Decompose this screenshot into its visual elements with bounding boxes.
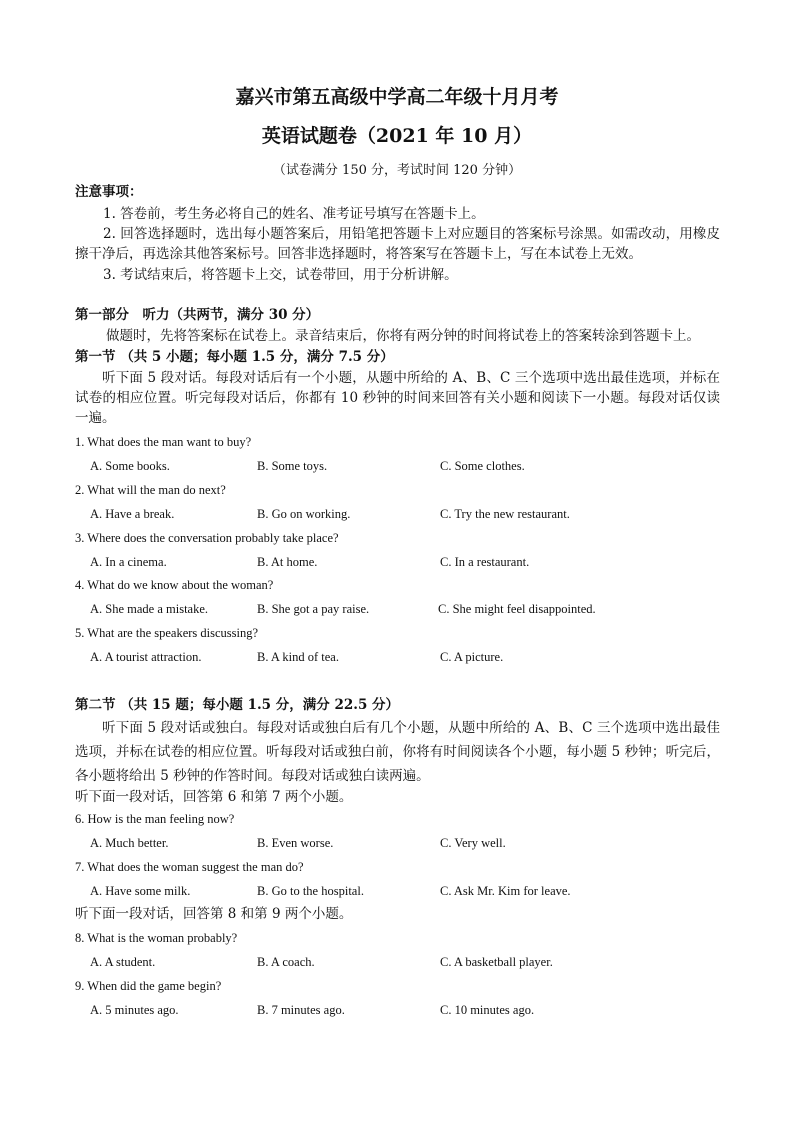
question-3-option-b: B. At home. <box>257 555 318 569</box>
question-6: 6. How is the man feeling now? <box>75 812 235 826</box>
question-2-option-c: C. Try the new restaurant. <box>440 507 570 521</box>
exam-score-time: （试卷满分 150 分，考试时间 120 分钟） <box>272 163 522 178</box>
question-8-option-c: C. A basketball player. <box>440 955 553 969</box>
dialog-intro-6-7: 听下面一段对话，回答第 6 和第 7 两个小题。 <box>75 789 353 805</box>
question-1-option-c: C. Some clothes. <box>440 459 525 473</box>
question-1: 1. What does the man want to buy? <box>75 435 252 449</box>
question-4-option-b: B. She got a pay raise. <box>257 602 370 616</box>
notice-heading: 注意事项： <box>75 184 143 200</box>
notice-item-2: 2. 回答选择题时，选出每小题答案后，用铅笔把答题卡上对应题目的答案标号涂黑。如需改动，用橡皮擦干净后，再选涂其他答案标号。回答非选择题时，将答案写在答题卡上，写在本试卷上无效。 <box>75 226 720 262</box>
notice-item-1: 1. 答卷前，考生务必将自己的姓名、准考证号填写在答题卡上。 <box>103 206 485 222</box>
section2-instruction: 听下面 5 段对话或独白。每段对话或独白后有几个小题，从题中所给的 A、B、C 三个选项中选出最佳选项，并标在试卷的相应位置。听每段对话或独白前，你将有时间阅读各个小题，每小题 5 秒钟；听完后，各小题将给出 5 秒钟的作答时间。每段对话或独白读两遍。 <box>75 720 720 784</box>
question-4: 4. What do we know about the woman? <box>75 578 274 592</box>
question-5-option-c: C. A picture. <box>440 650 504 664</box>
question-3: 3. Where does the conversation probably take place? <box>75 531 339 545</box>
question-9-option-a: A. 5 minutes ago. <box>90 1003 179 1017</box>
question-2-option-b: B. Go on working. <box>257 507 351 521</box>
question-7-option-c: C. Ask Mr. Kim for leave. <box>440 884 571 898</box>
question-7: 7. What does the woman suggest the man do? <box>75 860 304 874</box>
question-8: 8. What is the woman probably? <box>75 931 238 945</box>
question-4-option-a: A. She made a mistake. <box>90 602 209 616</box>
dialog-intro-8-9: 听下面一段对话，回答第 8 和第 9 两个小题。 <box>75 906 353 922</box>
question-9: 9. When did the game begin? <box>75 979 222 993</box>
question-8-option-b: B. A coach. <box>257 955 315 969</box>
question-4-option-c: C. She might feel disappointed. <box>438 602 596 616</box>
question-9-option-c: C. 10 minutes ago. <box>440 1003 535 1017</box>
section1-instruction: 听下面 5 段对话。每段对话后有一个小题，从题中所给的 A、B、C 三个选项中选出最佳选项，并标在试卷的相应位置。听完每段对话后，你都有 10 秒钟的时间来回答有关小题和阅读下一小题。每段对话仅读一遍。 <box>75 370 720 426</box>
part1-instruction: 做题时，先将答案标在试卷上。录音结束后，你将有两分钟的时间将试卷上的答案转涂到答题卡上。 <box>106 328 700 344</box>
question-2: 2. What will the man do next? <box>75 483 226 497</box>
notice-item-3: 3. 考试结束后，将答题卡上交，试卷带回，用于分析讲解。 <box>103 267 458 283</box>
section2-heading: 第二节 （共 15 题；每小题 1.5 分，满分 22.5 分） <box>75 697 400 713</box>
question-3-option-a: A. In a cinema. <box>90 555 167 569</box>
question-1-option-b: B. Some toys. <box>257 459 328 473</box>
exam-subtitle: 英语试题卷（2021 年 10 月） <box>261 125 533 147</box>
question-6-option-a: A. Much better. <box>90 836 169 850</box>
question-9-option-b: B. 7 minutes ago. <box>257 1003 345 1017</box>
question-8-option-a: A. A student. <box>90 955 156 969</box>
question-5: 5. What are the speakers discussing? <box>75 626 259 640</box>
question-7-option-b: B. Go to the hospital. <box>257 884 364 898</box>
question-6-option-c: C. Very well. <box>440 836 506 850</box>
exam-title: 嘉兴市第五高级中学高二年级十月月考 <box>235 86 559 108</box>
question-6-option-b: B. Even worse. <box>257 836 334 850</box>
question-3-option-c: C. In a restaurant. <box>440 555 530 569</box>
question-7-option-a: A. Have some milk. <box>90 884 191 898</box>
question-5-option-a: A. A tourist attraction. <box>90 650 202 664</box>
question-5-option-b: B. A kind of tea. <box>257 650 339 664</box>
question-1-option-a: A. Some books. <box>90 459 170 473</box>
part1-heading: 第一部分 听力（共两节，满分 30 分） <box>75 307 320 323</box>
section1-heading: 第一节 （共 5 小题；每小题 1.5 分，满分 7.5 分） <box>75 349 394 365</box>
question-2-option-a: A. Have a break. <box>90 507 175 521</box>
